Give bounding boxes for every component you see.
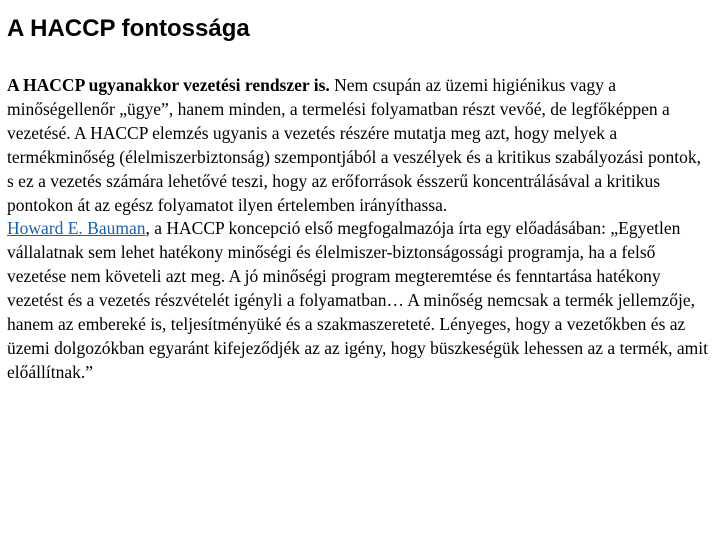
howard-bauman-link[interactable]: Howard E. Bauman [7,218,146,239]
paragraph-management-text: Nem csupán az üzemi higiénikus vagy a minőségellenőr „ügye”, hanem minden, a termelési folyamatban részt vevőé, de legfőképpen a vezetésé. A HACCP elemzés ugyanis a vezetés részére mutatja meg azt, hogy melyek a termékminőség (élelmiszerbiztonság) szempontjából a veszélyek és a kritikus szabályozási pontok, s ez a vezetés számára lehetővé teszi, hogy az erőforrások ésszerű koncentrálásával a kritikus pontokon át az egész folyamatot ilyen értelemben irányíthassa. [7,75,701,215]
paragraph-haccp-management [7,74,712,217]
bauman-quote-text: , a HACCP koncepció első megfogalmazója írta egy előadásában: „Egyetlen vállalatnak sem lehet hatékony minőségi és élelmiszer-biztonságossági programja, ha a felső vezetése nem követeli azt meg. A jó minőségi program megteremtése és fenntartása hatékony vezetést és a vezetés részvételét igényli a folyamatban… A minőség nemcsak a termék jellemzője, hanem az embereké is, teljesítményüké és a szakmaszereteté. Lényeges, hogy a vezetőkben és az üzemi dolgozókban egyaránt kifejeződjék az az igény, hogy büszkeségük lehessen az a termék, amit előállítnak.” [7,218,709,382]
paragraph-bauman-quote [7,217,712,384]
page-title: A HACCP fontossága [7,15,250,42]
paragraph-lead-bold: A HACCP ugyanakkor vezetési rendszer is. [7,75,330,95]
